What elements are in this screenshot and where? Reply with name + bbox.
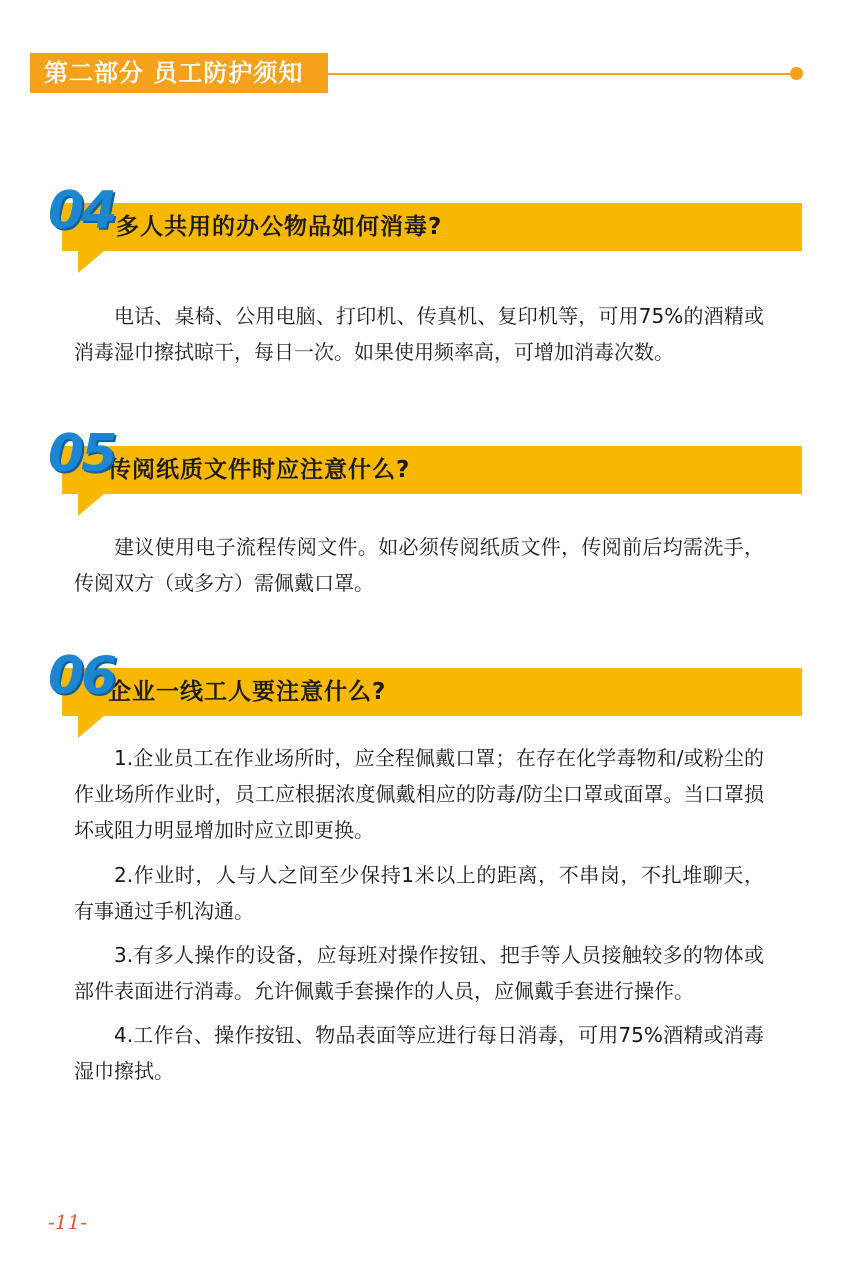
section-header-04 [48, 183, 808, 273]
section-number-05: 05 [48, 424, 115, 484]
section-06-item-2: 2.作业时，人与人之间至少保持1米以上的距离，不串岗，不扎堆聊天，有事通过手机沟通。 [74, 863, 764, 923]
section-06-item-3: 3.有多人操作的设备，应每班对操作按钮、把手等人员接触较多的物体或部件表面进行消毒。允许佩戴手套操作的人员，应佩戴手套进行操作。 [74, 943, 764, 1003]
part-title: 第二部分 员工防护须知 [30, 53, 328, 93]
section-06-item-1: 1.企业员工在作业场所时，应全程佩戴口罩；在存在化学毒物和/或粉尘的作业场所作业时，员工应根据浓度佩戴相应的防毒/防尘口罩或面罩。当口罩损坏或阻力明显增加时应立即更换。 [74, 746, 764, 842]
section-number-06: 06 [48, 646, 115, 706]
part-header [30, 53, 810, 93]
header-rule [328, 73, 796, 75]
section-header-tail [78, 494, 104, 516]
section-number-04: 04 [48, 181, 115, 241]
section-title-06: 企业一线工人要注意什么? [62, 668, 802, 716]
section-header-06 [48, 648, 808, 738]
section-04-paragraph: 电话、桌椅、公用电脑、打印机、传真机、复印机等，可用75%的酒精或消毒湿巾擦拭晾干，每日一次。如果使用频率高，可增加消毒次数。 [74, 304, 764, 364]
section-06-item-4: 4.工作台、操作按钮、物品表面等应进行每日消毒，可用75%酒精或消毒湿巾擦拭。 [74, 1023, 764, 1083]
section-header-tail [78, 716, 104, 738]
header-rule-dot [790, 67, 803, 80]
section-05-paragraph: 建议使用电子流程传阅文件。如必须传阅纸质文件，传阅前后均需洗手，传阅双方（或多方）需佩戴口罩。 [74, 535, 764, 595]
page-number: -11- [48, 1210, 87, 1234]
section-title-05: 传阅纸质文件时应注意什么? [62, 446, 802, 494]
section-title-04: 多人共用的办公物品如何消毒? [62, 203, 802, 251]
section-header-tail [78, 251, 104, 273]
section-header-05 [48, 426, 808, 516]
